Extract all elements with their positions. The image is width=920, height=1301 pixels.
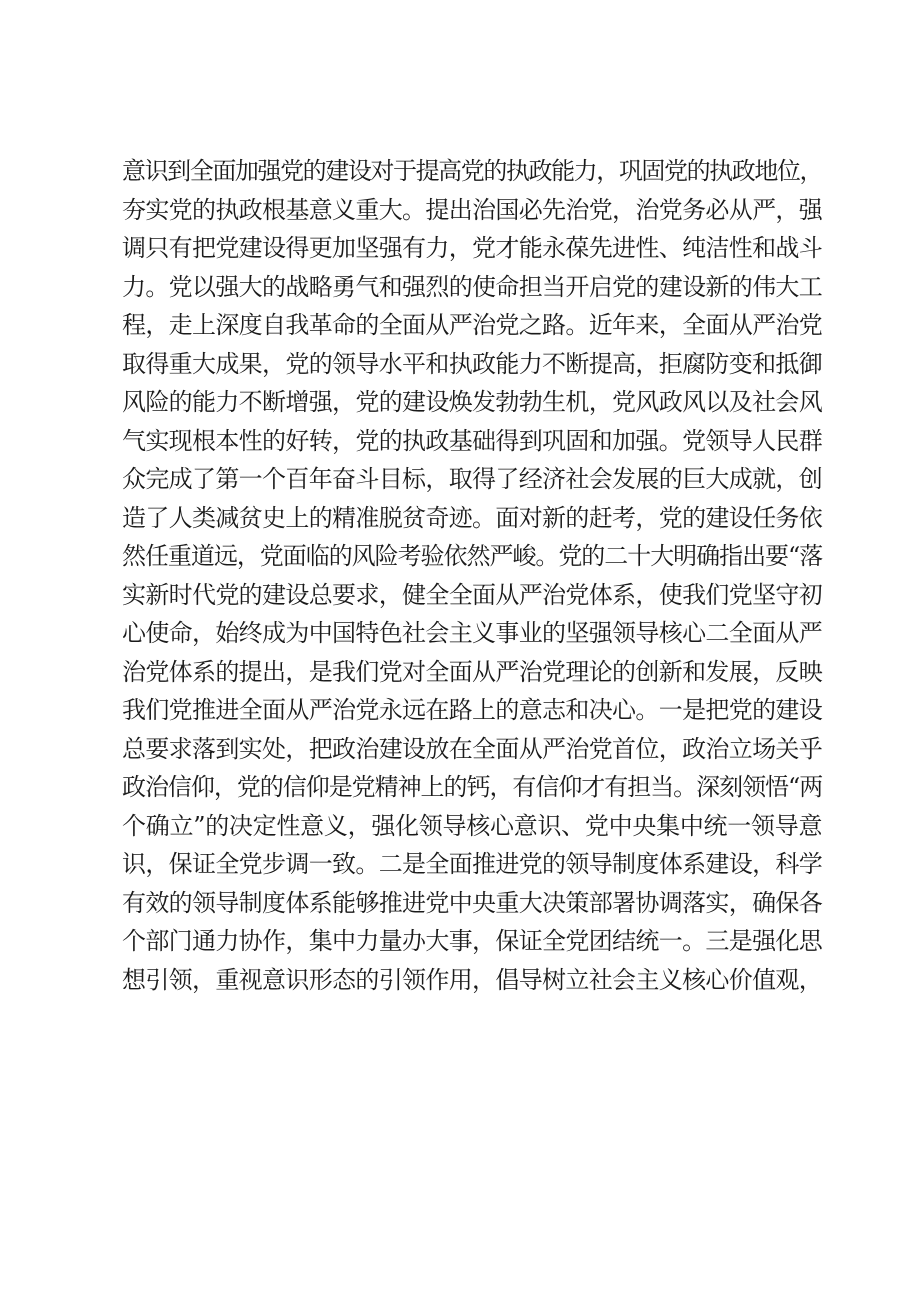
text-line: 风险的能力不断增强，党的建设焕发勃勃生机，党风政风以及社会风 bbox=[122, 388, 822, 416]
text-line: 夯实党的执政根基意义重大。提出治国必先治党，治党务必从严，强 bbox=[122, 195, 822, 224]
text-line: 然任重道远，党面临的风险考验依然严峻。党的二十大明确指出要“落 bbox=[122, 542, 822, 570]
text-line: 个部门通力协作，集中力量办大事，保证全党团结统一。三是强化思 bbox=[122, 927, 822, 955]
text-line: 意识到全面加强党的建设对于提高党的执政能力，巩固党的执政地位， bbox=[122, 157, 822, 185]
text-line: 我们党推进全面从严治党永远在路上的意志和决心。一是把党的建设 bbox=[122, 696, 822, 724]
text-line: 想引领，重视意识形态的引领作用，倡导树立社会主义核心价值观， bbox=[122, 965, 822, 994]
text-line: 识，保证全党步调一致。二是全面推进党的领导制度体系建设，科学 bbox=[122, 850, 822, 878]
text-line: 众完成了第一个百年奋斗目标，取得了经济社会发展的巨大成就，创 bbox=[122, 465, 822, 493]
text-line: 调只有把党建设得更加坚强有力，党才能永葆先进性、纯洁性和战斗 bbox=[122, 234, 822, 262]
text-line: 心使命，始终成为中国特色社会主义事业的坚强领导核心二全面从严 bbox=[122, 619, 822, 647]
text-line: 力。党以强大的战略勇气和强烈的使命担当开启党的建设新的伟大工 bbox=[122, 272, 822, 301]
body-paragraph bbox=[122, 152, 822, 999]
text-line: 治党体系的提出，是我们党对全面从严治党理论的创新和发展，反映 bbox=[122, 657, 822, 686]
text-line: 总要求落到实处，把政治建设放在全面从严治党首位，政治立场关乎 bbox=[122, 734, 822, 763]
text-line: 程，走上深度自我革命的全面从严治党之路。近年来，全面从严治党 bbox=[122, 311, 822, 339]
text-line: 政治信仰，党的信仰是党精神上的钙，有信仰才有担当。深刻领悟“两 bbox=[122, 773, 822, 801]
text-line: 个确立”的决定性意义，强化领导核心意识、党中央集中统一领导意 bbox=[122, 811, 822, 840]
text-line: 实新时代党的建设总要求，健全全面从严治党体系，使我们党坚守初 bbox=[122, 580, 822, 609]
text-line: 造了人类减贫史上的精准脱贫奇迹。面对新的赶考，党的建设任务依 bbox=[122, 503, 822, 532]
text-line: 气实现根本性的好转，党的执政基础得到巩固和加强。党领导人民群 bbox=[122, 426, 822, 455]
text-line: 取得重大成果，党的领导水平和执政能力不断提高，拒腐防变和抵御 bbox=[122, 349, 822, 378]
text-line: 有效的领导制度体系能够推进党中央重大决策部署协调落实，确保各 bbox=[122, 888, 822, 917]
